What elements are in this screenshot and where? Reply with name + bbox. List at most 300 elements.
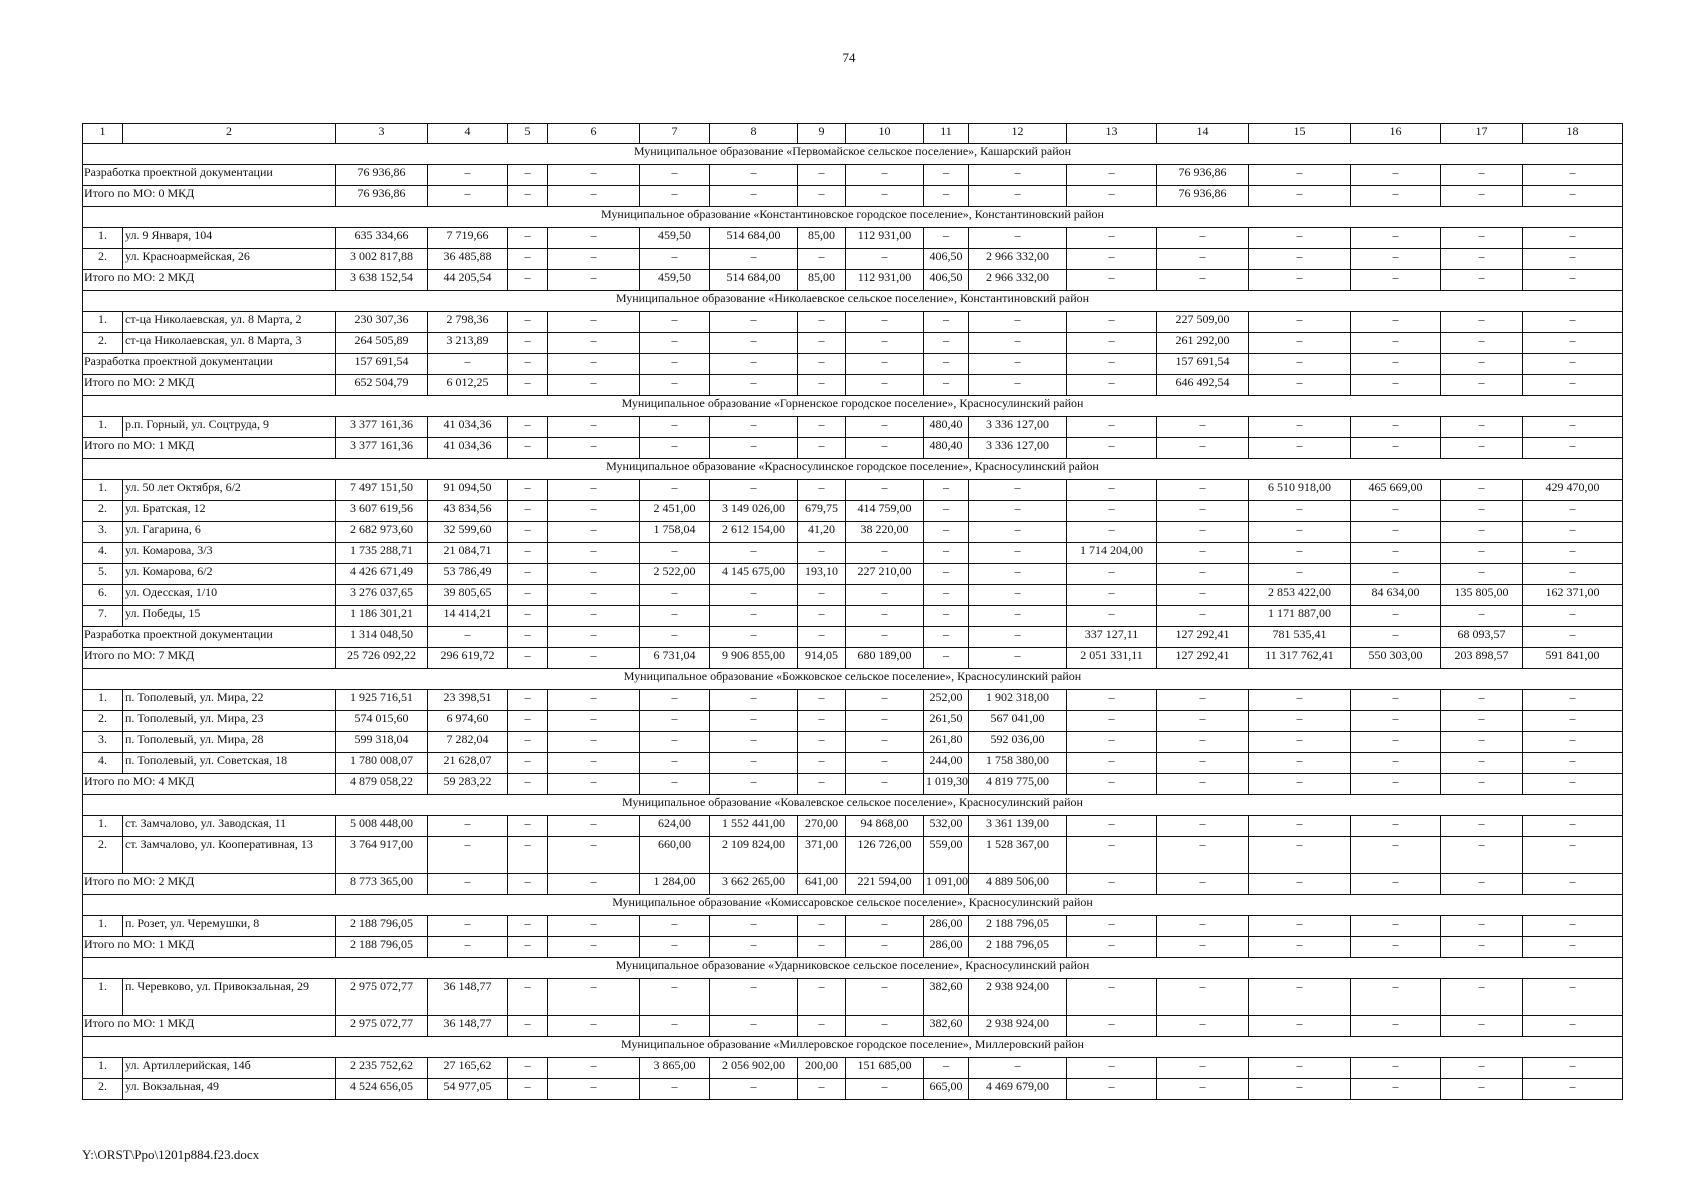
value-cell: 480,40 — [924, 417, 969, 438]
value-cell: – — [548, 165, 640, 186]
value-cell: 592 036,00 — [969, 732, 1067, 753]
value-cell: – — [1249, 937, 1351, 958]
value-cell: – — [710, 774, 798, 795]
value-cell: 94 868,00 — [846, 816, 924, 837]
value-cell: – — [640, 774, 710, 795]
value-cell: 2 938 924,00 — [969, 1016, 1067, 1037]
value-cell: – — [508, 270, 548, 291]
value-cell: 21 628,07 — [428, 753, 508, 774]
value-cell: – — [1523, 270, 1623, 291]
value-cell: – — [1441, 753, 1523, 774]
value-cell: – — [1067, 312, 1157, 333]
value-cell: 296 619,72 — [428, 648, 508, 669]
value-cell: – — [640, 480, 710, 501]
value-cell: – — [1351, 312, 1441, 333]
value-cell: – — [508, 522, 548, 543]
value-cell: – — [1441, 375, 1523, 396]
value-cell: – — [1351, 522, 1441, 543]
value-cell: – — [508, 874, 548, 895]
value-cell: 2 975 072,77 — [336, 1016, 428, 1037]
row-number: 4. — [83, 753, 123, 774]
value-cell: 3 276 037,65 — [336, 585, 428, 606]
value-cell: 162 371,00 — [1523, 585, 1623, 606]
value-cell: – — [548, 585, 640, 606]
footer-file-path: Y:\ORST\Ppo\1201p884.f23.docx — [82, 1147, 260, 1162]
value-cell: 6 974,60 — [428, 711, 508, 732]
row-label: Итого по МО: 1 МКД — [83, 438, 336, 459]
value-cell: – — [1067, 522, 1157, 543]
value-cell: 230 307,36 — [336, 312, 428, 333]
value-cell: – — [1249, 1058, 1351, 1079]
value-cell: – — [1523, 186, 1623, 207]
municipality-title: Муниципальное образование «Первомайское сельское поселение», Кашарский район — [83, 144, 1623, 165]
value-cell: – — [1523, 522, 1623, 543]
value-cell: – — [710, 979, 798, 1016]
value-cell: – — [1351, 333, 1441, 354]
row-label: Разработка проектной документации — [83, 354, 336, 375]
address-cell: ул. Вокзальная, 49 — [123, 1079, 336, 1100]
value-cell: – — [798, 937, 846, 958]
table-row — [83, 837, 1623, 874]
row-label: Итого по МО: 7 МКД — [83, 648, 336, 669]
value-cell: – — [1351, 837, 1441, 874]
value-cell: – — [1249, 874, 1351, 895]
value-cell: – — [1067, 753, 1157, 774]
value-cell: – — [846, 774, 924, 795]
table-row — [83, 1058, 1623, 1079]
value-cell: – — [640, 543, 710, 564]
table-row — [83, 543, 1623, 564]
value-cell: 2 051 331,11 — [1067, 648, 1157, 669]
value-cell: – — [548, 417, 640, 438]
value-cell: – — [548, 690, 640, 711]
value-cell: 1 758 380,00 — [969, 753, 1067, 774]
value-cell: – — [508, 690, 548, 711]
value-cell: 1 314 048,50 — [336, 627, 428, 648]
value-cell: – — [1441, 816, 1523, 837]
value-cell: – — [798, 627, 846, 648]
value-cell: – — [1441, 354, 1523, 375]
value-cell: – — [508, 837, 548, 874]
value-cell: – — [969, 522, 1067, 543]
value-cell: – — [1249, 417, 1351, 438]
value-cell: – — [1157, 543, 1249, 564]
value-cell: – — [508, 165, 548, 186]
value-cell: – — [640, 312, 710, 333]
value-cell: – — [924, 480, 969, 501]
value-cell: – — [1441, 522, 1523, 543]
value-cell: – — [924, 648, 969, 669]
value-cell: 1 735 288,71 — [336, 543, 428, 564]
value-cell: – — [1441, 417, 1523, 438]
value-cell: – — [1523, 874, 1623, 895]
value-cell: – — [508, 312, 548, 333]
value-cell: – — [548, 1079, 640, 1100]
address-cell: ул. Победы, 15 — [123, 606, 336, 627]
value-cell: 337 127,11 — [1067, 627, 1157, 648]
value-cell: 665,00 — [924, 1079, 969, 1100]
value-cell: 6 510 918,00 — [1249, 480, 1351, 501]
value-cell: 2 188 796,05 — [336, 937, 428, 958]
value-cell: – — [1157, 438, 1249, 459]
value-cell: – — [548, 937, 640, 958]
value-cell: 135 805,00 — [1441, 585, 1523, 606]
table-row — [83, 522, 1623, 543]
value-cell: – — [798, 333, 846, 354]
value-cell: – — [924, 543, 969, 564]
value-cell: 567 041,00 — [969, 711, 1067, 732]
value-cell: – — [1351, 165, 1441, 186]
summary-row — [83, 1016, 1623, 1037]
value-cell: – — [548, 816, 640, 837]
value-cell: 193,10 — [798, 564, 846, 585]
value-cell: 203 898,57 — [1441, 648, 1523, 669]
column-number-header: 17 — [1441, 124, 1523, 144]
column-number-header: 12 — [969, 124, 1067, 144]
value-cell: – — [1067, 333, 1157, 354]
value-cell: – — [1249, 979, 1351, 1016]
value-cell: 261 292,00 — [1157, 333, 1249, 354]
row-number: 1. — [83, 312, 123, 333]
value-cell: – — [1157, 753, 1249, 774]
value-cell: – — [548, 774, 640, 795]
address-cell: ул. Гагарина, 6 — [123, 522, 336, 543]
row-label: Итого по МО: 1 МКД — [83, 1016, 336, 1037]
section-header-row — [83, 144, 1623, 165]
value-cell: 3 377 161,36 — [336, 438, 428, 459]
value-cell: 6 731,04 — [640, 648, 710, 669]
value-cell: – — [798, 753, 846, 774]
value-cell: 7 497 151,50 — [336, 480, 428, 501]
value-cell: – — [798, 690, 846, 711]
table-row — [83, 333, 1623, 354]
summary-row — [83, 165, 1623, 186]
value-cell: – — [1157, 585, 1249, 606]
value-cell: – — [710, 916, 798, 937]
section-header-row — [83, 669, 1623, 690]
value-cell: 91 094,50 — [428, 480, 508, 501]
row-label: Итого по МО: 1 МКД — [83, 937, 336, 958]
address-cell: ст. Замчалово, ул. Кооперативная, 13 — [123, 837, 336, 874]
value-cell: – — [1157, 249, 1249, 270]
value-cell: – — [1351, 1016, 1441, 1037]
value-cell: – — [640, 1079, 710, 1100]
value-cell: – — [640, 186, 710, 207]
value-cell: – — [640, 916, 710, 937]
value-cell: – — [710, 585, 798, 606]
municipality-title: Муниципальное образование «Красносулинское городское поселение», Красносулинский район — [83, 459, 1623, 480]
table-row — [83, 732, 1623, 753]
value-cell: – — [1523, 774, 1623, 795]
row-number: 1. — [83, 1058, 123, 1079]
value-cell: 2 056 902,00 — [710, 1058, 798, 1079]
value-cell: 1 714 204,00 — [1067, 543, 1157, 564]
value-cell: – — [1249, 312, 1351, 333]
table-body — [83, 124, 1623, 1100]
value-cell: 36 148,77 — [428, 1016, 508, 1037]
value-cell: – — [640, 937, 710, 958]
summary-row — [83, 375, 1623, 396]
value-cell: – — [548, 627, 640, 648]
value-cell: – — [1441, 543, 1523, 564]
value-cell: – — [1249, 564, 1351, 585]
column-number-header: 13 — [1067, 124, 1157, 144]
value-cell: 14 414,21 — [428, 606, 508, 627]
value-cell: 36 485,88 — [428, 249, 508, 270]
value-cell: 2 966 332,00 — [969, 270, 1067, 291]
value-cell: – — [846, 438, 924, 459]
value-cell: – — [924, 1058, 969, 1079]
value-cell: 2 682 973,60 — [336, 522, 428, 543]
value-cell: – — [969, 627, 1067, 648]
column-number-header: 9 — [798, 124, 846, 144]
value-cell: – — [640, 333, 710, 354]
value-cell: 85,00 — [798, 228, 846, 249]
value-cell: – — [640, 711, 710, 732]
municipality-title: Муниципальное образование «Николаевское сельское поселение», Константиновский район — [83, 291, 1623, 312]
value-cell: – — [846, 732, 924, 753]
value-cell: – — [1441, 937, 1523, 958]
value-cell: – — [710, 732, 798, 753]
value-cell: – — [1351, 711, 1441, 732]
value-cell: – — [710, 249, 798, 270]
row-number: 1. — [83, 979, 123, 1016]
column-number-header: 18 — [1523, 124, 1623, 144]
value-cell: – — [1523, 564, 1623, 585]
value-cell: – — [640, 165, 710, 186]
value-cell: – — [548, 438, 640, 459]
column-number-header: 16 — [1351, 124, 1441, 144]
row-number: 3. — [83, 522, 123, 543]
value-cell: 151 685,00 — [846, 1058, 924, 1079]
section-header-row — [83, 958, 1623, 979]
address-cell: п. Тополевый, ул. Советская, 18 — [123, 753, 336, 774]
value-cell: – — [1523, 375, 1623, 396]
section-header-row — [83, 459, 1623, 480]
value-cell: 76 936,86 — [1157, 165, 1249, 186]
value-cell: 532,00 — [924, 816, 969, 837]
value-cell: – — [710, 186, 798, 207]
value-cell: – — [508, 333, 548, 354]
value-cell: – — [969, 375, 1067, 396]
value-cell: – — [1157, 564, 1249, 585]
value-cell: – — [548, 732, 640, 753]
value-cell: 4 819 775,00 — [969, 774, 1067, 795]
value-cell: – — [1157, 270, 1249, 291]
value-cell: – — [1067, 354, 1157, 375]
value-cell: – — [1067, 249, 1157, 270]
value-cell: – — [798, 585, 846, 606]
value-cell: 4 426 671,49 — [336, 564, 428, 585]
value-cell: – — [548, 1016, 640, 1037]
value-cell: – — [1157, 501, 1249, 522]
value-cell: 76 936,86 — [336, 165, 428, 186]
section-header-row — [83, 895, 1623, 916]
value-cell: 3 607 619,56 — [336, 501, 428, 522]
value-cell: – — [1351, 690, 1441, 711]
value-cell: – — [1523, 690, 1623, 711]
value-cell: – — [969, 606, 1067, 627]
value-cell: – — [1067, 816, 1157, 837]
value-cell: 641,00 — [798, 874, 846, 895]
value-cell: – — [798, 543, 846, 564]
value-cell: – — [710, 627, 798, 648]
value-cell: – — [846, 606, 924, 627]
value-cell: – — [508, 937, 548, 958]
value-cell: – — [1157, 1016, 1249, 1037]
value-cell: 4 879 058,22 — [336, 774, 428, 795]
section-header-row — [83, 795, 1623, 816]
value-cell: – — [548, 1058, 640, 1079]
value-cell: – — [798, 606, 846, 627]
value-cell: – — [548, 916, 640, 937]
value-cell: – — [710, 1079, 798, 1100]
value-cell: – — [798, 732, 846, 753]
summary-row — [83, 627, 1623, 648]
summary-row — [83, 186, 1623, 207]
value-cell: – — [846, 585, 924, 606]
value-cell: – — [969, 312, 1067, 333]
value-cell: 8 773 365,00 — [336, 874, 428, 895]
value-cell: – — [1441, 690, 1523, 711]
value-cell: 21 084,71 — [428, 543, 508, 564]
address-cell: п. Тополевый, ул. Мира, 28 — [123, 732, 336, 753]
value-cell: – — [1067, 480, 1157, 501]
value-cell: 4 145 675,00 — [710, 564, 798, 585]
value-cell: 3 377 161,36 — [336, 417, 428, 438]
value-cell: – — [428, 165, 508, 186]
value-cell: – — [508, 816, 548, 837]
value-cell: – — [1351, 979, 1441, 1016]
value-cell: – — [1249, 438, 1351, 459]
value-cell: – — [846, 711, 924, 732]
value-cell: – — [1351, 228, 1441, 249]
value-cell: 85,00 — [798, 270, 846, 291]
value-cell: 286,00 — [924, 916, 969, 937]
page-number: 74 — [842, 50, 856, 65]
value-cell: – — [1249, 522, 1351, 543]
value-cell: – — [924, 501, 969, 522]
value-cell: – — [548, 648, 640, 669]
value-cell: – — [508, 375, 548, 396]
value-cell: – — [508, 979, 548, 1016]
value-cell: 244,00 — [924, 753, 969, 774]
row-number: 7. — [83, 606, 123, 627]
value-cell: 382,60 — [924, 979, 969, 1016]
value-cell: – — [428, 916, 508, 937]
value-cell: – — [1157, 228, 1249, 249]
address-cell: ст-ца Николаевская, ул. 8 Марта, 3 — [123, 333, 336, 354]
column-number-header: 3 — [336, 124, 428, 144]
value-cell: – — [508, 480, 548, 501]
row-number: 1. — [83, 228, 123, 249]
value-cell: 5 008 448,00 — [336, 816, 428, 837]
value-cell: – — [508, 186, 548, 207]
value-cell: – — [1067, 690, 1157, 711]
value-cell: – — [1067, 732, 1157, 753]
value-cell: – — [710, 354, 798, 375]
value-cell: 4 889 506,00 — [969, 874, 1067, 895]
value-cell: – — [548, 312, 640, 333]
value-cell: – — [710, 417, 798, 438]
row-number: 2. — [83, 711, 123, 732]
value-cell: – — [798, 354, 846, 375]
value-cell: – — [1067, 165, 1157, 186]
value-cell: – — [710, 543, 798, 564]
value-cell: – — [924, 375, 969, 396]
value-cell: – — [508, 1016, 548, 1037]
value-cell: 3 865,00 — [640, 1058, 710, 1079]
value-cell: 9 906 855,00 — [710, 648, 798, 669]
value-cell: 781 535,41 — [1249, 627, 1351, 648]
value-cell: – — [1351, 937, 1441, 958]
value-cell: – — [508, 606, 548, 627]
column-number-header: 11 — [924, 124, 969, 144]
address-cell: ул. Артиллерийская, 14б — [123, 1058, 336, 1079]
value-cell: 3 336 127,00 — [969, 417, 1067, 438]
value-cell: – — [1441, 774, 1523, 795]
summary-row — [83, 354, 1623, 375]
value-cell: – — [1351, 874, 1441, 895]
value-cell: – — [1157, 874, 1249, 895]
value-cell: – — [1157, 774, 1249, 795]
value-cell: – — [640, 753, 710, 774]
value-cell: – — [1157, 606, 1249, 627]
value-cell: – — [1067, 874, 1157, 895]
value-cell: 1 925 716,51 — [336, 690, 428, 711]
value-cell: – — [1441, 480, 1523, 501]
table-row — [83, 816, 1623, 837]
row-label: Итого по МО: 2 МКД — [83, 270, 336, 291]
value-cell: 1 284,00 — [640, 874, 710, 895]
value-cell: – — [1523, 753, 1623, 774]
table-row — [83, 480, 1623, 501]
address-cell: п. Черевково, ул. Привокзальная, 29 — [123, 979, 336, 1016]
value-cell: 227 509,00 — [1157, 312, 1249, 333]
value-cell: – — [640, 606, 710, 627]
value-cell: 646 492,54 — [1157, 375, 1249, 396]
value-cell: – — [1441, 228, 1523, 249]
value-cell: – — [924, 585, 969, 606]
value-cell: – — [1067, 228, 1157, 249]
value-cell: – — [924, 333, 969, 354]
value-cell: – — [1157, 480, 1249, 501]
value-cell: – — [1249, 165, 1351, 186]
value-cell: – — [508, 648, 548, 669]
value-cell: – — [969, 1058, 1067, 1079]
value-cell: 3 662 265,00 — [710, 874, 798, 895]
value-cell: – — [710, 937, 798, 958]
summary-row — [83, 937, 1623, 958]
value-cell: – — [1249, 375, 1351, 396]
value-cell: – — [1523, 543, 1623, 564]
value-cell: 1 552 441,00 — [710, 816, 798, 837]
value-cell: 126 726,00 — [846, 837, 924, 874]
value-cell: – — [846, 333, 924, 354]
value-cell: 27 165,62 — [428, 1058, 508, 1079]
value-cell: – — [1523, 1058, 1623, 1079]
value-cell: 2 188 796,05 — [969, 916, 1067, 937]
value-cell: – — [846, 417, 924, 438]
section-header-row — [83, 1037, 1623, 1058]
value-cell: – — [969, 585, 1067, 606]
value-cell: – — [428, 837, 508, 874]
column-number-header: 1 — [83, 124, 123, 144]
value-cell: – — [508, 417, 548, 438]
value-cell: – — [640, 732, 710, 753]
value-cell: 4 524 656,05 — [336, 1079, 428, 1100]
value-cell: – — [1441, 837, 1523, 874]
